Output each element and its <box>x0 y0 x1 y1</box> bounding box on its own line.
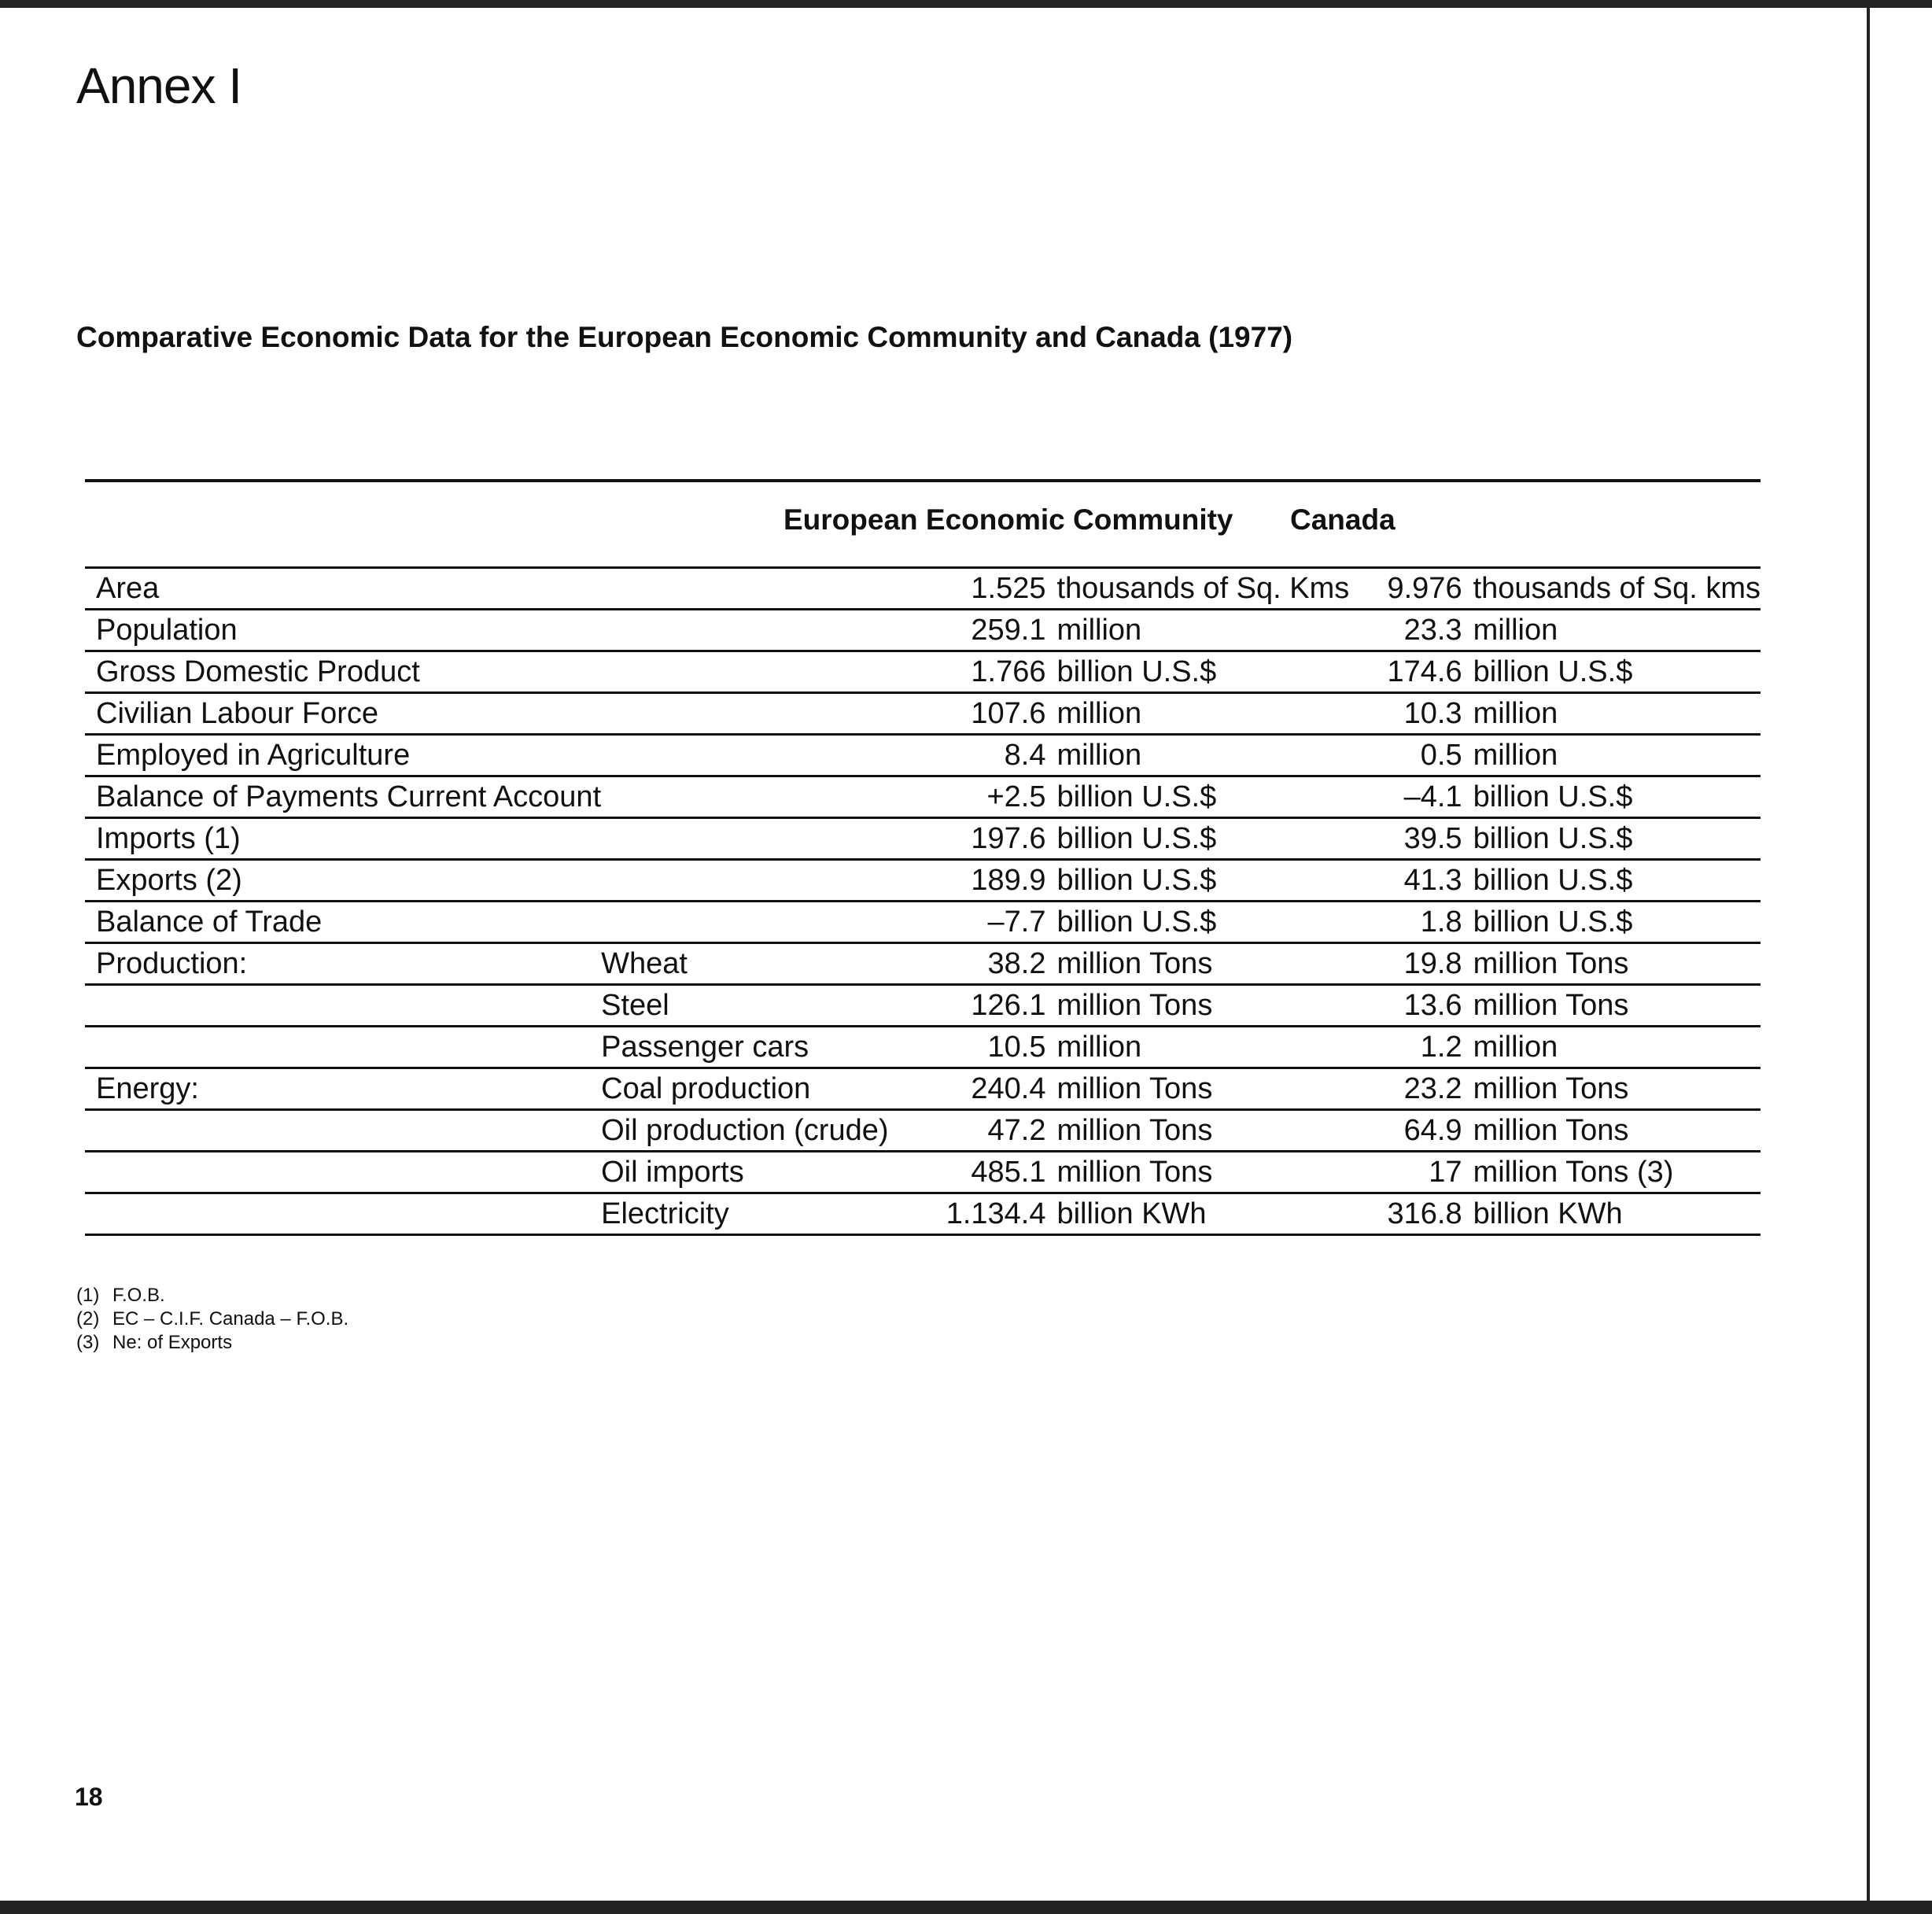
canada-unit: million <box>1473 1027 1761 1068</box>
row-category: Employed in Agriculture <box>85 735 601 776</box>
table-row <box>85 860 1761 902</box>
row-subcategory: Coal production <box>601 1068 938 1110</box>
table-row <box>85 1152 1761 1193</box>
row-subcategory <box>601 610 938 651</box>
page-number: 18 <box>75 1783 103 1811</box>
canada-value: 64.9 <box>1376 1110 1473 1152</box>
canada-unit: million Tons <box>1473 943 1761 985</box>
eec-value: 38.2 <box>939 943 1057 985</box>
eec-value: 240.4 <box>939 1068 1057 1110</box>
footnote-mark: (1) <box>76 1285 100 1306</box>
row-category: Energy: <box>85 1068 601 1110</box>
eec-unit: billion U.S.$ <box>1056 776 1375 818</box>
eec-value: 197.6 <box>939 818 1057 860</box>
eec-value: 107.6 <box>939 693 1057 735</box>
row-category: Gross Domestic Product <box>85 651 601 693</box>
eec-unit: billion U.S.$ <box>1056 651 1375 693</box>
row-category: Production: <box>85 943 601 985</box>
scan-edge-bottom <box>0 1901 1932 1914</box>
eec-value: –7.7 <box>939 902 1057 943</box>
row-subcategory: Oil imports <box>601 1152 938 1193</box>
canada-unit: billion U.S.$ <box>1473 776 1761 818</box>
eec-unit: billion KWh <box>1056 1193 1375 1235</box>
row-subcategory <box>601 693 938 735</box>
canada-unit: million Tons (3) <box>1473 1152 1761 1193</box>
canada-value: 316.8 <box>1376 1193 1473 1235</box>
annex-heading: Annex I <box>76 57 242 114</box>
canada-unit: billion U.S.$ <box>1473 651 1761 693</box>
eec-value: 1.766 <box>939 651 1057 693</box>
table-row <box>85 1110 1761 1152</box>
canada-unit: million <box>1473 735 1761 776</box>
row-category <box>85 1027 601 1068</box>
canada-unit: billion U.S.$ <box>1473 818 1761 860</box>
header-eec: European Economic Community <box>783 503 1233 536</box>
row-subcategory <box>601 735 938 776</box>
row-category: Balance of Trade <box>85 902 601 943</box>
eec-unit: million Tons <box>1056 1068 1375 1110</box>
table-row <box>85 902 1761 943</box>
table-row <box>85 651 1761 693</box>
row-category <box>85 1152 601 1193</box>
canada-value: 13.6 <box>1376 985 1473 1027</box>
table-top-rule <box>85 479 1761 482</box>
eec-value: 10.5 <box>939 1027 1057 1068</box>
eec-unit: million <box>1056 735 1375 776</box>
canada-value: 174.6 <box>1376 651 1473 693</box>
footnote <box>76 1284 348 1307</box>
table-row <box>85 610 1761 651</box>
row-category: Exports (2) <box>85 860 601 902</box>
eec-unit: thousands of Sq. Kms <box>1056 568 1375 610</box>
scan-edge-top <box>0 0 1932 8</box>
row-category: Area <box>85 568 601 610</box>
eec-value: 47.2 <box>939 1110 1057 1152</box>
canada-value: 10.3 <box>1376 693 1473 735</box>
eec-unit: billion U.S.$ <box>1056 902 1375 943</box>
footnote-text: EC – C.I.F. Canada – F.O.B. <box>112 1308 349 1329</box>
row-category: Imports (1) <box>85 818 601 860</box>
eec-value: 485.1 <box>939 1152 1057 1193</box>
footnote-mark: (3) <box>76 1332 100 1353</box>
canada-unit: million Tons <box>1473 1110 1761 1152</box>
canada-value: 23.3 <box>1376 610 1473 651</box>
eec-unit: million Tons <box>1056 1110 1375 1152</box>
table-row <box>85 568 1761 610</box>
eec-value: 1.525 <box>939 568 1057 610</box>
row-subcategory <box>601 776 938 818</box>
table-row <box>85 818 1761 860</box>
canada-unit: billion U.S.$ <box>1473 902 1761 943</box>
canada-value: 1.2 <box>1376 1027 1473 1068</box>
canada-value: 17 <box>1376 1152 1473 1193</box>
row-subcategory <box>601 902 938 943</box>
canada-unit: million <box>1473 610 1761 651</box>
canada-value: 1.8 <box>1376 902 1473 943</box>
eec-value: +2.5 <box>939 776 1057 818</box>
eec-unit: million Tons <box>1056 985 1375 1027</box>
table-row <box>85 1068 1761 1110</box>
canada-unit: million Tons <box>1473 1068 1761 1110</box>
eec-unit: billion U.S.$ <box>1056 818 1375 860</box>
table-body <box>85 568 1761 1235</box>
eec-unit: billion U.S.$ <box>1056 860 1375 902</box>
header-canada: Canada <box>1290 503 1396 536</box>
table-row <box>85 943 1761 985</box>
footnote-mark: (2) <box>76 1308 100 1329</box>
canada-unit: million <box>1473 693 1761 735</box>
canada-value: 19.8 <box>1376 943 1473 985</box>
table-row <box>85 1193 1761 1235</box>
row-category: Civilian Labour Force <box>85 693 601 735</box>
row-subcategory: Wheat <box>601 943 938 985</box>
eec-value: 259.1 <box>939 610 1057 651</box>
economic-data-table <box>85 566 1761 1236</box>
canada-value: 0.5 <box>1376 735 1473 776</box>
footnote <box>76 1307 348 1331</box>
table-row <box>85 985 1761 1027</box>
canada-unit: billion U.S.$ <box>1473 860 1761 902</box>
eec-value: 189.9 <box>939 860 1057 902</box>
row-category: Balance of Payments Current Account <box>85 776 601 818</box>
eec-unit: million <box>1056 693 1375 735</box>
row-category: Population <box>85 610 601 651</box>
canada-value: 23.2 <box>1376 1068 1473 1110</box>
row-category <box>85 985 601 1027</box>
canada-value: 39.5 <box>1376 818 1473 860</box>
table-row <box>85 693 1761 735</box>
table-row <box>85 735 1761 776</box>
canada-unit: million Tons <box>1473 985 1761 1027</box>
scan-edge-right <box>1867 0 1870 1914</box>
canada-value: 41.3 <box>1376 860 1473 902</box>
row-subcategory: Steel <box>601 985 938 1027</box>
eec-value: 126.1 <box>939 985 1057 1027</box>
row-subcategory <box>601 568 938 610</box>
canada-value: –4.1 <box>1376 776 1473 818</box>
table-row <box>85 776 1761 818</box>
row-subcategory: Electricity <box>601 1193 938 1235</box>
eec-value: 8.4 <box>939 735 1057 776</box>
canada-unit: thousands of Sq. kms <box>1473 568 1761 610</box>
row-category <box>85 1110 601 1152</box>
footnote-text: F.O.B. <box>112 1285 165 1306</box>
eec-unit: million <box>1056 1027 1375 1068</box>
canada-value: 9.976 <box>1376 568 1473 610</box>
table-title: Comparative Economic Data for the European Economic Community and Canada (1977) <box>76 321 1293 353</box>
table-row <box>85 1027 1761 1068</box>
row-subcategory <box>601 818 938 860</box>
eec-unit: million Tons <box>1056 943 1375 985</box>
eec-unit: million Tons <box>1056 1152 1375 1193</box>
row-subcategory: Oil production (crude) <box>601 1110 938 1152</box>
eec-value: 1.134.4 <box>939 1193 1057 1235</box>
canada-unit: billion KWh <box>1473 1193 1761 1235</box>
row-subcategory <box>601 860 938 902</box>
footnote <box>76 1331 348 1355</box>
eec-unit: million <box>1056 610 1375 651</box>
footnote-text: Ne: of Exports <box>112 1332 233 1353</box>
row-subcategory <box>601 651 938 693</box>
footnotes <box>76 1284 348 1355</box>
row-category <box>85 1193 601 1235</box>
row-subcategory: Passenger cars <box>601 1027 938 1068</box>
